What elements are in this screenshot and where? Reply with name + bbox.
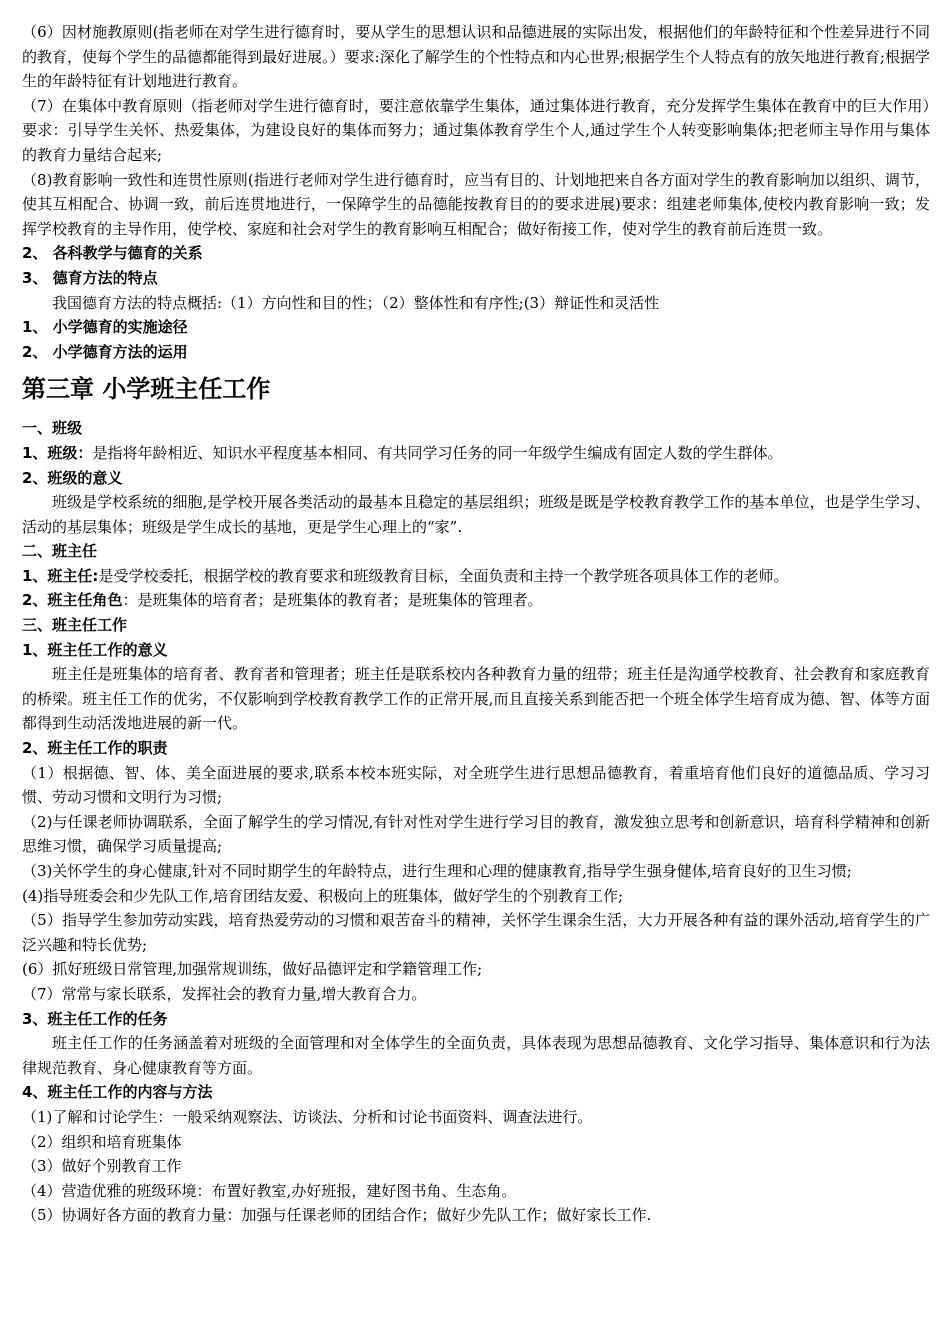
definition-class [22,441,930,466]
subheading-work-meaning: 1、班主任工作的意义 [22,640,168,659]
paragraph-work-meaning: 班主任是班集体的培育者、教育者和管理者；班主任是联系校内各种教育力量的纽带；班主任是沟通学校教育、社会教育和家庭教育的桥梁。班主任工作的优劣，不仅影响到学校教育教学工作的正常开展,而且直接关系到能否把一个班全体学生培育成为德、智、体等方面都得到生动活泼地进展的新一代。 [22,665,930,733]
subheading-tasks: 3、班主任工作的任务 [22,1009,168,1028]
paragraph-tasks: 班主任工作的任务涵盖着对班级的全面管理和对全体学生的全面负责，具体表现为思想品德教育、文化学习指导、集体意识和行为法律规范教育、身心健康教育等方面。 [22,1034,930,1077]
subheading-method-use: 2、 小学德育方法的运用 [22,342,188,361]
definition-head-teacher-label: 1、班主任: [22,566,99,585]
content-item-2: （2）组织和培育班集体 [22,1132,182,1151]
duty-item-3: （3)关怀学生的身心健康,针对不同时期学生的年龄特点，进行生理和心理的健康教育,指导学生强身健体,培育良好的卫生习惯; [22,862,852,880]
chapter-title: 第三章 小学班主任工作 [22,375,271,404]
definition-role-text: ：是班集体的培育者；是班集体的教育者；是班集体的管理者。 [122,591,543,610]
section-head-teacher: 二、班主任 [22,542,98,561]
duty-item-7: （7）常常与家长联系，发挥社会的教育力量,增大教育合力。 [22,984,427,1003]
duty-item-2: （2)与任课老师协调联系，全面了解学生的学习情况,有针对性对学生进行学习目的教育，激发独立思考和创新意识，培育科学精神和创新思维习惯，确保学习质量提高; [22,812,930,856]
subheading-class-meaning: 2、班级的意义 [22,468,123,487]
subheading-content-methods: 4、班主任工作的内容与方法 [22,1083,213,1102]
definition-role-label: 2、班主任角色 [22,591,123,610]
paragraph-class-meaning: 班级是学校系统的细胞,是学校开展各类活动的最基本且稳定的基层组织；班级是既是学校教育教学工作的基本单位，也是学生学习、活动的基层集体；班级是学生成长的基地，更是学生心理上的“家”. [22,493,930,536]
paragraph-principle-7: （7）在集体中教育原则（指老师对学生进行德育时，要注意依靠学生集体，通过集体进行教育，充分发挥学生集体在教育中的巨大作用）要求：引导学生关怀、热爱集体，为建设良好的集体而努力；通过集体教育学生个人,通过学生个人转变影响集体;把老师主导作用与集体的教育力量结合起来; [22,96,930,164]
duty-item-1: （1）根据德、智、体、美全面进展的要求,联系本校本班实际，对全班学生进行思想品德教育，着重培育他们良好的道德品质、学习习惯、劳动习惯和文明行为习惯; [22,763,930,807]
subheading-teaching-and-moral: 2、 各科教学与德育的关系 [22,244,203,263]
subheading-method-features: 3、 德育方法的特点 [22,268,158,287]
content-item-4: （4）营造优雅的班级环境：布置好教室,办好班报，建好图书角、生态角。 [22,1181,517,1200]
duty-item-5: （5）指导学生参加劳动实践，培育热爱劳动的习惯和艰苦奋斗的精神，关怀学生课余生活，大力开展各种有益的课外活动,培育学生的广泛兴趣和特长优势; [22,911,930,954]
definition-head-teacher-role [22,588,930,613]
definition-head-teacher [22,564,930,589]
definition-head-teacher-text: 是受学校委托，根据学校的教育要求和班级教育目标，全面负责和主持一个教学班各项具体工作的老师。 [98,566,789,585]
subheading-implementation: 1、 小学德育的实施途径 [22,318,188,337]
subheading-duties: 2、班主任工作的职责 [22,739,168,758]
content-item-5: （5）协调好各方面的教育力量：加强与任课老师的团结合作；做好少先队工作；做好家长工作. [22,1206,652,1225]
duty-item-6: (6）抓好班级日常管理,加强常规训练，做好品德评定和学籍管理工作; [22,960,483,979]
content-item-1: （1)了解和讨论学生：一般采纳观察法、访谈法、分析和讨论书面资料、调查法进行。 [22,1107,593,1126]
section-class: 一、班级 [22,419,83,438]
duty-item-4: (4)指导班委会和少先队工作,培育团结友爱、积极向上的班集体，做好学生的个别教育工作; [22,886,624,905]
paragraph-method-features: 我国德育方法的特点概括:（1）方向性和目的性；（2）整体性和有序性;(3）辩证性和灵活性 [52,293,660,312]
paragraph-principle-6: （6）因材施教原则(指老师在对学生进行德育时，要从学生的思想认识和品德进展的实际出发，根据他们的年龄特征和个性差异进行不同的教育，使每个学生的品德都能得到最好进展。）要求:深化了解学生的个性特点和内心世界;根据学生个人特点有的放矢地进行教育;根据学生的年龄特征有计划地进行教育。 [22,23,930,91]
definition-class-text: 是指将年龄相近、知识水平程度基本相同、有共同学习任务的同一年级学生编成有固定人数的学生群体。 [92,443,783,462]
definition-class-label: 1、班级： [22,443,93,462]
section-head-teacher-work: 三、班主任工作 [22,616,128,635]
content-item-3: （3）做好个别教育工作 [22,1157,182,1176]
paragraph-principle-8: （8)教育影响一致性和连贯性原则(指进行老师对学生进行德育时，应当有目的、计划地把来自各方面对学生的教育影响加以组织、调节，使其互相配合、协调一致，前后连贯地进行，一保障学生的品德能按教育目的的要求进展)要求：组建老师集体,使校内教育影响一致；发挥学校教育的主导作用，使学校、家庭和社会对学生的教育影响互相配合；做好衔接工作，使对学生的教育前后连贯一致。 [22,170,930,238]
